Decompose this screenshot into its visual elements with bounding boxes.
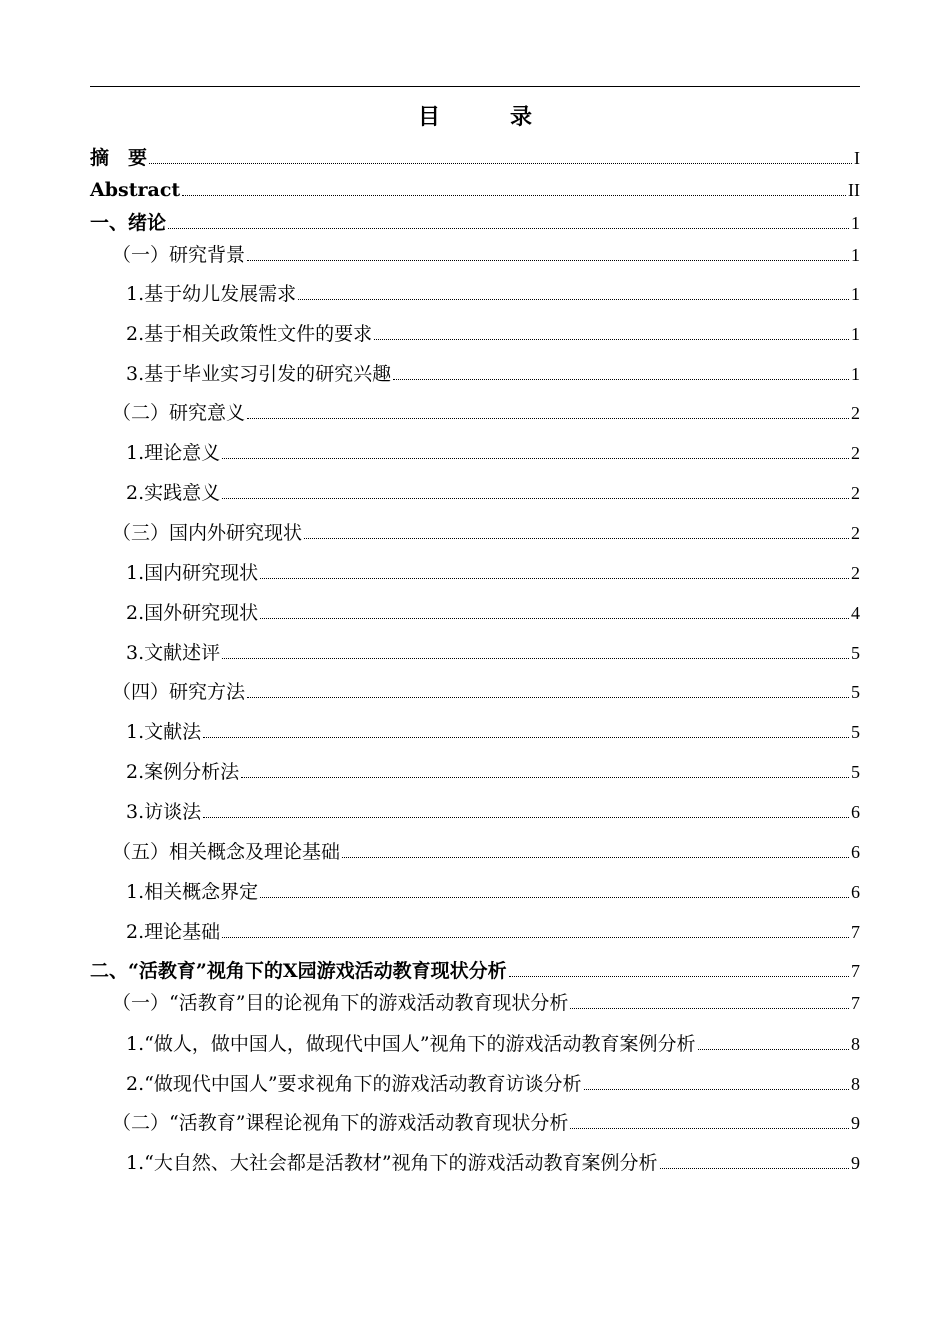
toc-entry[interactable]	[90, 879, 860, 905]
toc-entry[interactable]	[90, 440, 860, 466]
toc-entry-label: 1.国内研究现状	[126, 562, 259, 584]
toc-entry[interactable]	[90, 210, 860, 236]
toc-entry[interactable]	[90, 281, 860, 307]
toc-dot-leader	[222, 498, 849, 499]
toc-dot-leader	[222, 458, 849, 459]
toc-entry-label: （三）国内外研究现状	[112, 522, 303, 544]
toc-dot-leader	[570, 1008, 849, 1009]
toc-dot-leader	[660, 1168, 849, 1169]
toc-entry-label: 3.基于毕业实习引发的研究兴趣	[126, 363, 392, 385]
toc-entry[interactable]	[90, 990, 860, 1016]
toc-page-number: 8	[851, 1074, 860, 1094]
toc-entry-label: 一、绪论	[90, 212, 167, 234]
toc-entry-label: 摘 要	[90, 147, 148, 169]
toc-page-number: 2	[851, 523, 860, 543]
toc-dot-leader	[260, 578, 849, 579]
toc-page-number: 1	[851, 324, 860, 344]
toc-entry[interactable]	[90, 400, 860, 426]
toc-entry[interactable]	[90, 480, 860, 506]
toc-entry[interactable]	[90, 1110, 860, 1136]
toc-entry-label: 1.基于幼儿发展需求	[126, 283, 297, 305]
toc-dot-leader	[298, 299, 849, 300]
toc-entry-label: 3.文献述评	[126, 642, 221, 664]
toc-dot-leader	[374, 339, 849, 340]
toc-entry[interactable]	[90, 242, 860, 268]
toc-entry-label: 1.“大自然、大社会都是活教材”视角下的游戏活动教育案例分析	[126, 1152, 658, 1174]
toc-entry-label: 2.理论基础	[126, 921, 221, 943]
toc-page-number: 7	[851, 993, 860, 1013]
toc-entry-label: （一）“活教育”目的论视角下的游戏活动教育现状分析	[112, 992, 569, 1014]
toc-dot-leader	[247, 260, 849, 261]
toc-page-number: 7	[851, 961, 860, 981]
toc-page-number: 4	[851, 603, 860, 623]
toc-entry-label: 2.基于相关政策性文件的要求	[126, 323, 373, 345]
toc-page-number: 2	[851, 403, 860, 423]
toc-page-number: 1	[851, 213, 860, 233]
toc-entry[interactable]	[90, 679, 860, 705]
toc-entry-label: （二）研究意义	[112, 402, 246, 424]
toc-dot-leader	[222, 658, 849, 659]
toc-entry[interactable]	[90, 600, 860, 626]
toc-page-number: 5	[851, 722, 860, 742]
toc-dot-leader	[698, 1049, 849, 1050]
toc-entry[interactable]	[90, 177, 860, 203]
toc-entry[interactable]	[90, 919, 860, 945]
toc-page-number: 2	[851, 443, 860, 463]
toc-dot-leader	[241, 777, 849, 778]
toc-page-number: 1	[851, 364, 860, 384]
toc-page-number: II	[848, 180, 860, 200]
toc-dot-leader	[149, 163, 852, 164]
toc-page-number: 9	[851, 1153, 860, 1173]
toc-page-number: 1	[851, 284, 860, 304]
toc-page-number: 5	[851, 682, 860, 702]
toc-entry[interactable]	[90, 321, 860, 347]
toc-entry-label: Abstract	[90, 179, 181, 201]
toc-entry-label: 2.实践意义	[126, 482, 221, 504]
toc-entry-label: （五）相关概念及理论基础	[112, 841, 341, 863]
toc-entry-label: 1.文献法	[126, 721, 202, 743]
toc-page-number: 5	[851, 643, 860, 663]
toc-dot-leader	[260, 618, 849, 619]
toc-dot-leader	[182, 195, 846, 196]
toc-dot-leader	[203, 737, 849, 738]
toc-entry[interactable]	[90, 958, 860, 984]
toc-entry[interactable]	[90, 145, 860, 171]
toc-dot-leader	[509, 976, 849, 977]
toc-page-number: 6	[851, 842, 860, 862]
toc-dot-leader	[247, 697, 849, 698]
toc-page-number: 9	[851, 1113, 860, 1133]
toc-page-number: 8	[851, 1034, 860, 1054]
toc-entry[interactable]	[90, 1071, 860, 1097]
toc-entry[interactable]	[90, 1031, 860, 1057]
toc-page-number: I	[854, 148, 860, 168]
toc-entry-label: 2.“做现代中国人”要求视角下的游戏活动教育访谈分析	[126, 1073, 582, 1095]
toc-page-number: 6	[851, 882, 860, 902]
toc-entry[interactable]	[90, 1150, 860, 1176]
toc-entry-label: （二）“活教育”课程论视角下的游戏活动教育现状分析	[112, 1112, 569, 1134]
toc-entry-label: 1.“做人，做中国人，做现代中国人”视角下的游戏活动教育案例分析	[126, 1033, 696, 1055]
toc-dot-leader	[584, 1089, 849, 1090]
toc-entry[interactable]	[90, 839, 860, 865]
toc-entry-label: 1.相关概念界定	[126, 881, 259, 903]
toc-entry[interactable]	[90, 759, 860, 785]
toc-dot-leader	[342, 857, 849, 858]
header-rule	[90, 86, 860, 87]
toc-entry-label: 2.案例分析法	[126, 761, 240, 783]
toc-entry[interactable]	[90, 799, 860, 825]
toc-entry[interactable]	[90, 719, 860, 745]
toc-page-number: 6	[851, 802, 860, 822]
toc-entry-label: （四）研究方法	[112, 681, 246, 703]
toc-dot-leader	[393, 379, 849, 380]
toc-entry-label: 二、“活教育”视角下的X园游戏活动教育现状分析	[90, 960, 507, 982]
toc-entry[interactable]	[90, 640, 860, 666]
toc-entry[interactable]	[90, 520, 860, 546]
toc-entry-label: 2.国外研究现状	[126, 602, 259, 624]
toc-entry[interactable]	[90, 560, 860, 586]
toc-entry-label: 3.访谈法	[126, 801, 202, 823]
toc-dot-leader	[304, 538, 849, 539]
toc-entry-label: 1.理论意义	[126, 442, 221, 464]
toc-page-number: 7	[851, 922, 860, 942]
toc-dot-leader	[168, 228, 849, 229]
toc-dot-leader	[203, 817, 849, 818]
toc-title: 目 录	[417, 104, 556, 130]
toc-page-number: 5	[851, 762, 860, 782]
toc-page-number: 2	[851, 483, 860, 503]
toc-entry[interactable]	[90, 361, 860, 387]
toc-page-number: 2	[851, 563, 860, 583]
toc-entry-label: （一）研究背景	[112, 244, 246, 266]
toc-dot-leader	[222, 937, 849, 938]
toc-dot-leader	[247, 418, 849, 419]
toc-page-number: 1	[851, 245, 860, 265]
toc-dot-leader	[570, 1128, 849, 1129]
toc-dot-leader	[260, 897, 849, 898]
